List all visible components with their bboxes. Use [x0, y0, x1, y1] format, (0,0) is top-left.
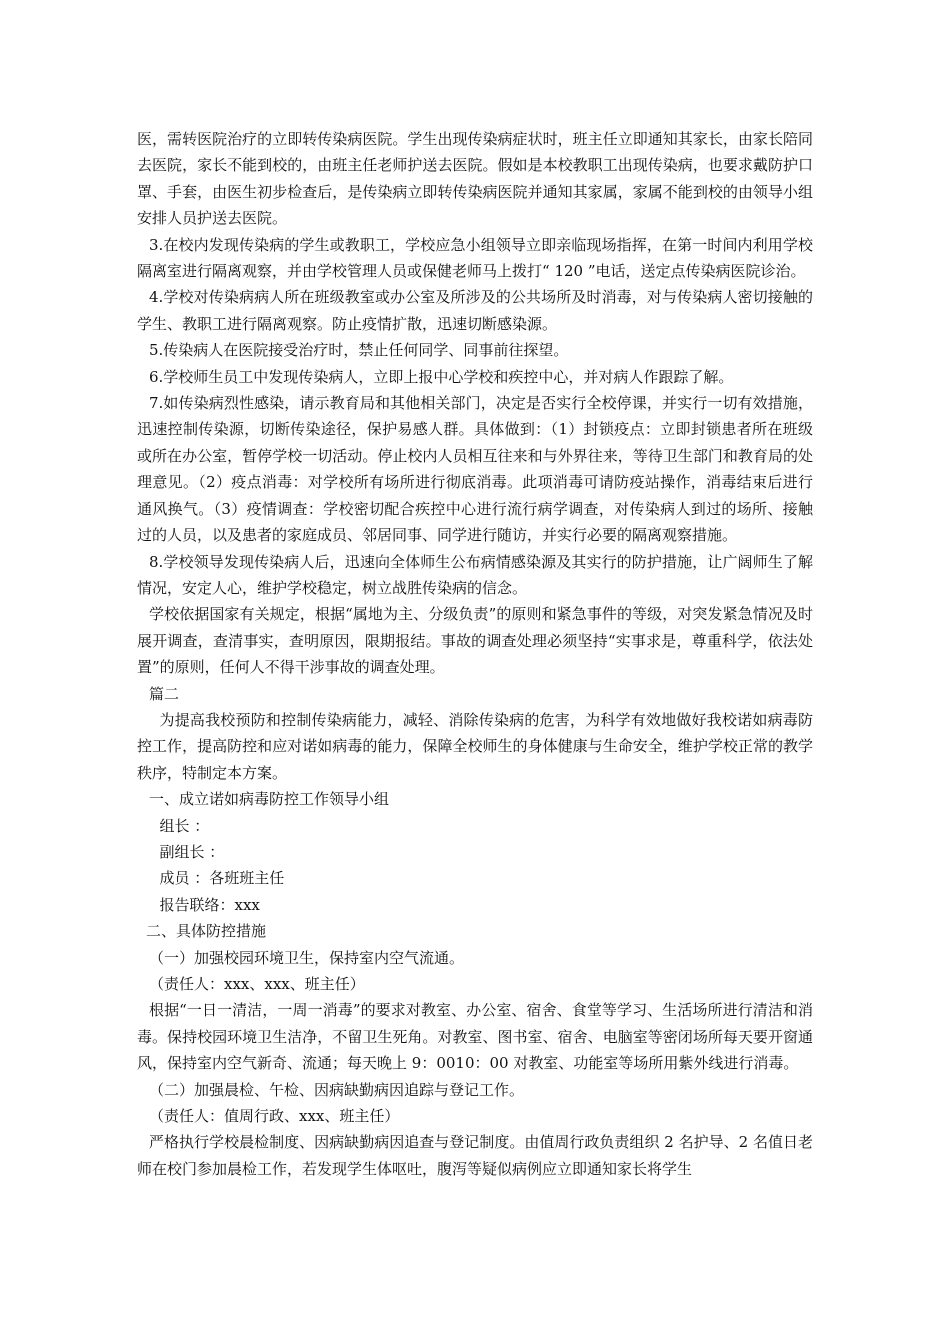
paragraph-item-7: 7.如传染病烈性感染，请示教育局和其他相关部门，决定是否实行全校停课，并实行一切有效措施，迅速控制传染源，切断传染途径，保护易感人群。具体做到：（1）封锁疫点：立即封锁患者所在班级或所在办公室，暂停学校一切活动。停止校内人员相互往来和与外界往来，等待卫生部门和教育局的处理意见。（2）疫点消毒：对学校所有场所进行彻底消毒。此项消毒可请防疫站操作，消毒结束后进行通风换气。（3）疫情调查：学校密切配合疾控中心进行流行病学调查，对传染病人到过的场所、接触过的人员，以及患者的家庭成员、邻居同事、同学进行随访，并实行必要的隔离观察措施。: [137, 394, 813, 545]
paragraph-item-3: 3.在校内发现传染病的学生或教职工，学校应急小组领导立即亲临现场指挥，在第一时间内利用学校隔离室进行隔离观察，并由学校管理人员或保健老师马上拨打“ 120 ”电话，送定点传染病医院诊治。: [137, 235, 813, 281]
paragraph-item-4: 4.学校对传染病病人所在班级教室或办公室及所涉及的公共场所及时消毒，对与传染病人密切接触的学生、教职工进行隔离观察。防止疫情扩散，迅速切断感染源。: [137, 288, 813, 333]
paragraph-item-5: 5.传染病人在医院接受治疗时，禁止任何同学、同事前往探望。: [149, 341, 569, 360]
responsible-persons-1: （责任人：xxx、xxx、班主任）: [149, 975, 365, 993]
subheading-environment: （一）加强校园环境卫生，保持室内空气流通。: [149, 948, 465, 967]
heading-leadership-group: 一、成立诺如病毒防控工作领导小组: [149, 790, 390, 809]
document-body: [137, 126, 813, 1182]
paragraph-check-system: 严格执行学校晨检制度、因病缺勤病因追查与登记制度。由值周行政负责组织 2 名护导、2 名值日老师在校门参加晨检工作，若发现学生体呕吐，腹泻等疑似病例应立即通知家长将学生: [137, 1133, 813, 1178]
report-contact-line: 报告联络：xxx: [159, 895, 260, 914]
paragraph-intro-plan: 为提高我校预防和控制传染病能力，减轻、消除传染病的危害，为科学有效地做好我校诺如病毒防控工作，提高防控和应对诺如病毒的能力，保障全校师生的身体健康与生命安全，维护学校正常的教学秩序，特制定本方案。: [137, 710, 813, 782]
members-line: 成员 ：各班班主任: [159, 869, 285, 888]
paragraph-item-8: 8.学校领导发现传染病人后，迅速向全体师生公布病情感染源及其实行的防护措施，让广阔师生了解情况，安定人心，维护学校稳定，树立战胜传染病的信念。: [137, 552, 813, 597]
heading-prevention-measures: 二、具体防控措施: [146, 922, 267, 941]
subheading-morning-check: （二）加强晨检、午检、因病缺勤病因追踪与登记工作。: [149, 1080, 525, 1099]
leader-line: 组长 ：: [159, 816, 210, 835]
paragraph-cleaning: 根据“一日一清洁，一周一消毒”的要求对教室、办公室、宿舍、食堂等学习、生活场所进行清洁和消毒。保持校园环境卫生洁净，不留卫生死角。对教室、图书室、宿舍、电脑室等密闭场所每天要开窗通风，保持室内空气新奇、流通；每天晚上 9：0010：00 对教室、功能室等场所用紫外线进行消毒。: [137, 1001, 813, 1073]
paragraph-item-6: 6.学校师生员工中发现传染病人，立即上报中心学校和疾控中心，并对病人作跟踪了解。: [149, 367, 734, 386]
paragraph-continuation: 医，需转医院治疗的立即转传染病医院。学生出现传染病症状时，班主任立即通知其家长，由家长陪同去医院，家长不能到校的，由班主任老师护送去医院。假如是本校教职工出现传染病，也要求戴防护口罩、手套，由医生初步检查后，是传染病立即转传染病医院并通知其家属，家属不能到校的由领导小组安排人员护送去医院。: [137, 130, 813, 228]
deputy-leader-line: 副组长 ：: [159, 842, 225, 861]
responsible-persons-2: （责任人：值周行政、xxx、班主任）: [149, 1107, 400, 1126]
paragraph-investigation: 学校依据国家有关规定，根据“属地为主、分级负责”的原则和紧急事件的等级，对突发紧急情况及时展开调查，查清事实，查明原因，限期报结。事故的调查处理必须坚持“实事求是，尊重科学，依法处置”的原则，任何人不得干涉事故的调查处理。: [137, 605, 813, 677]
section-heading-part-two: 篇二: [149, 684, 180, 703]
